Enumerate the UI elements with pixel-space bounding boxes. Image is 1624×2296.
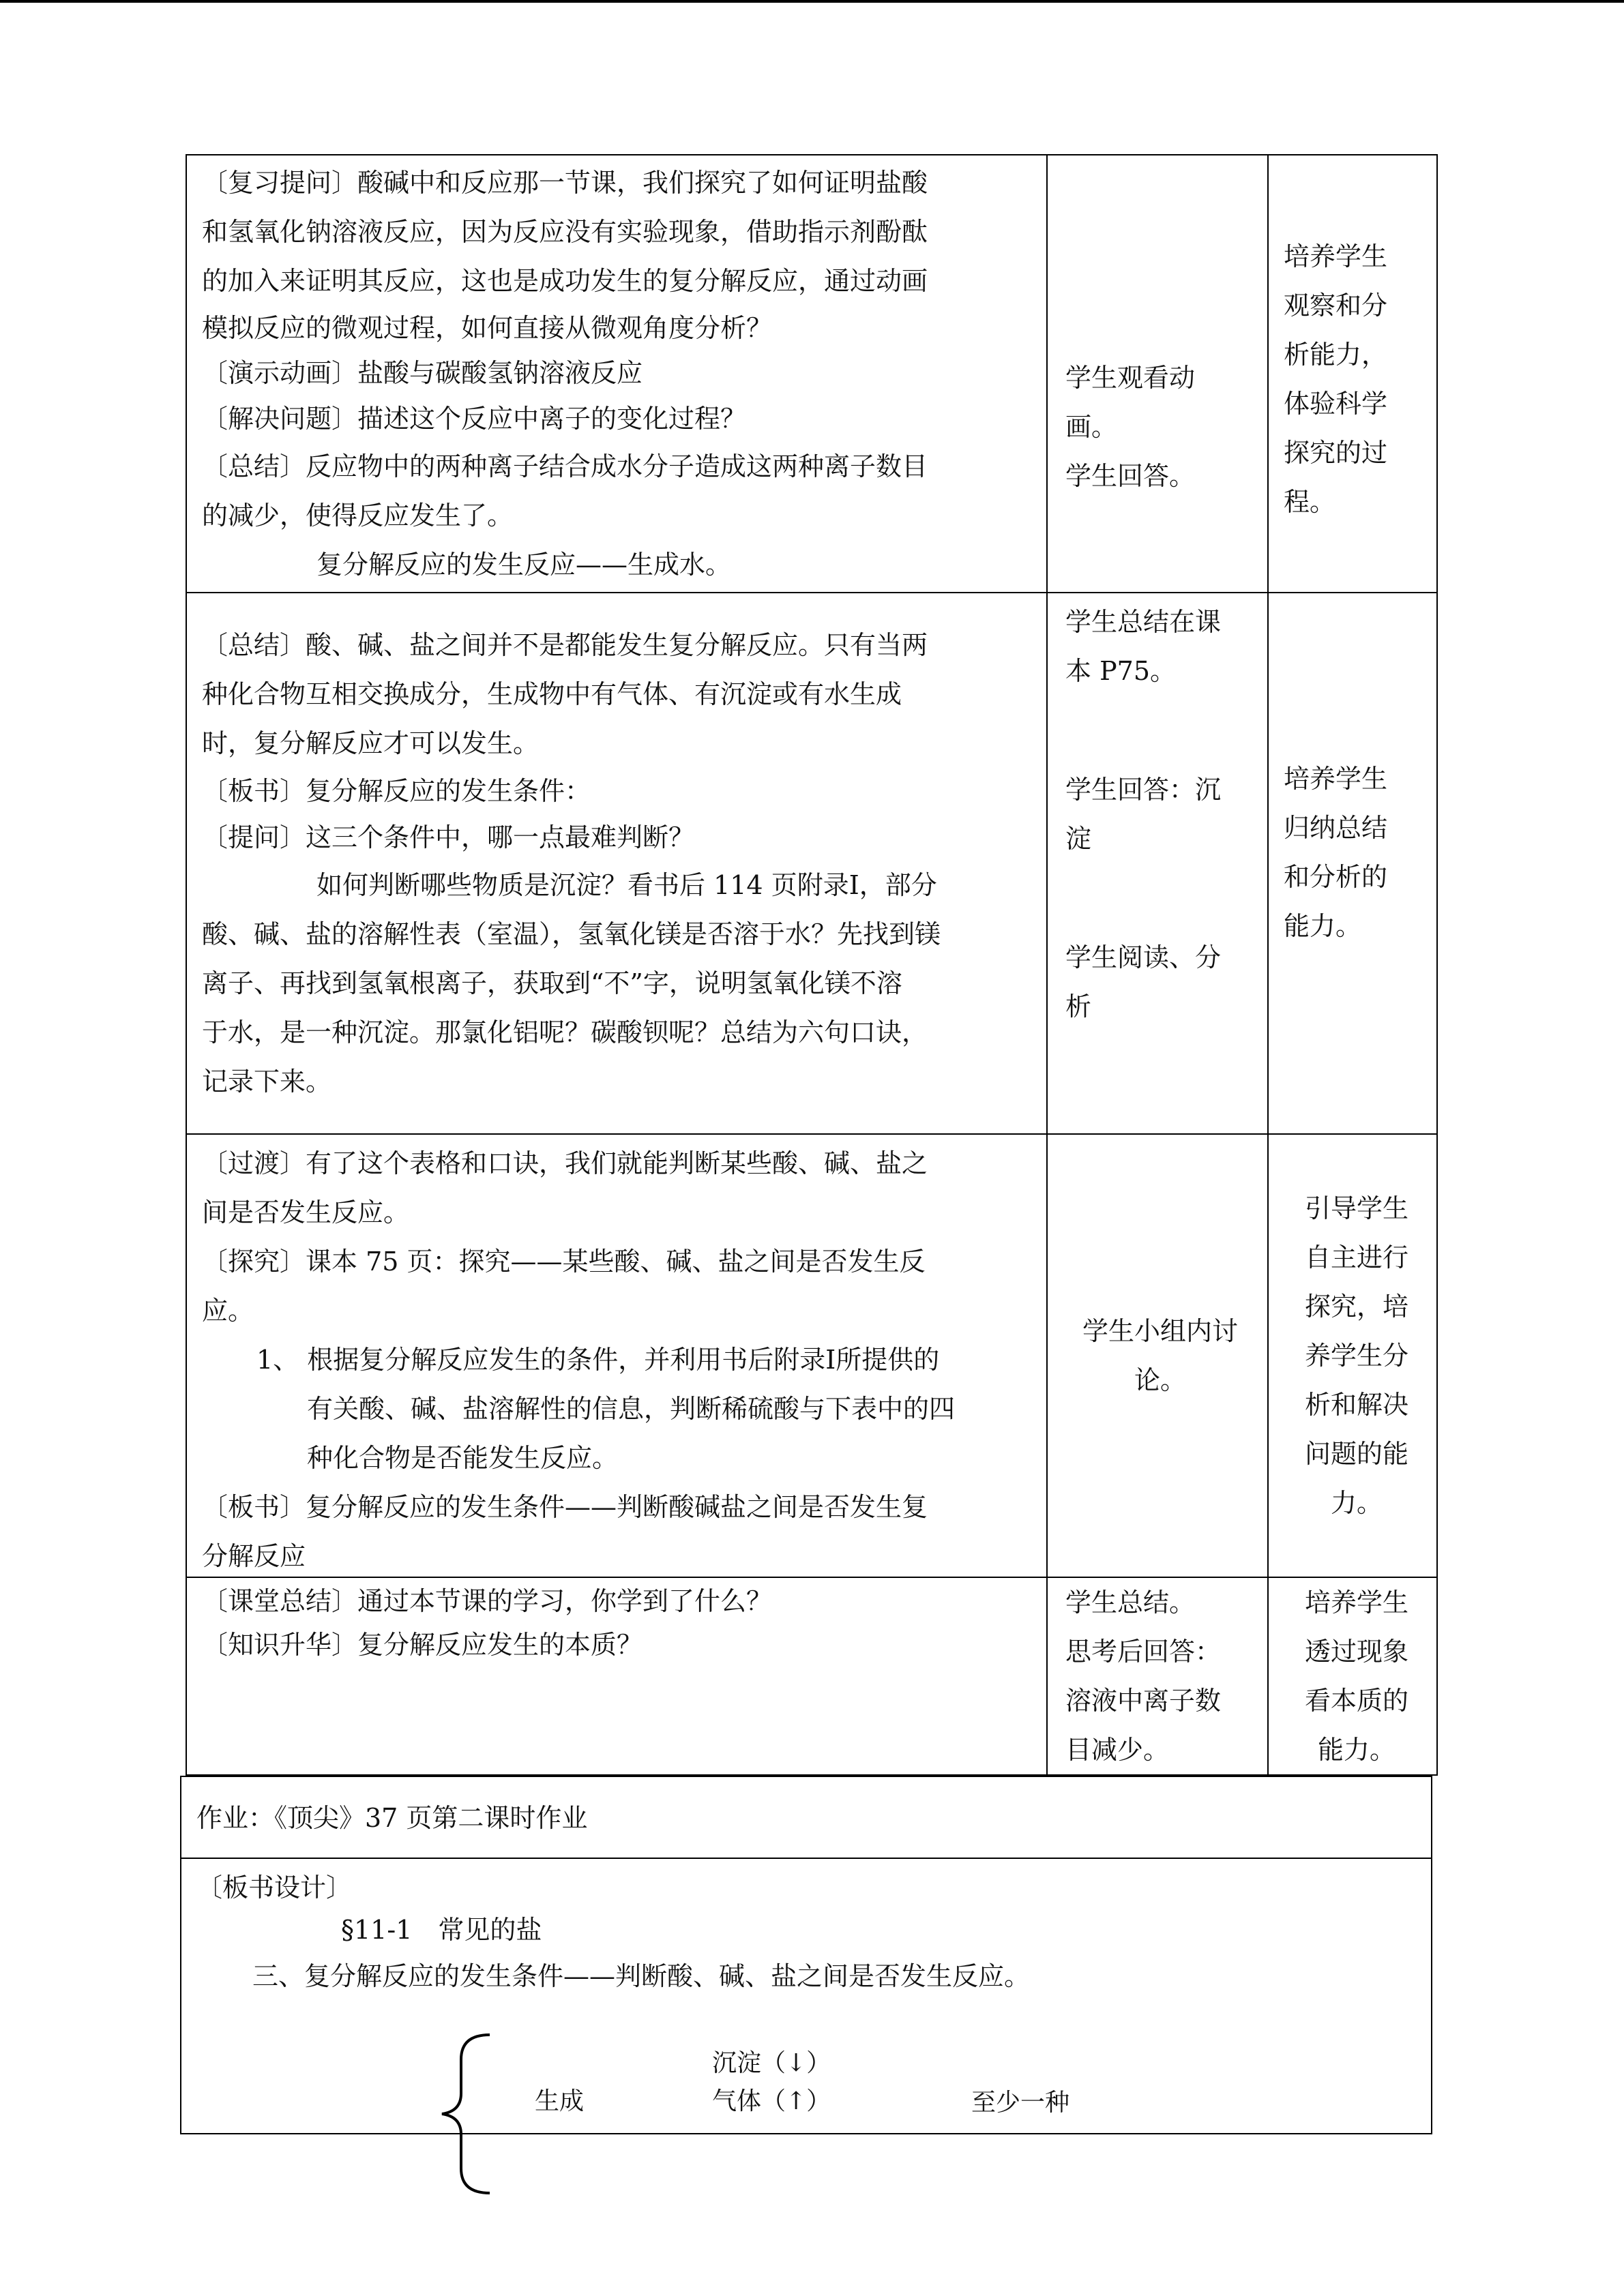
text-line: 1、 根据复分解反应发生的条件，并利用书后附录Ⅰ所提供的	[256, 1345, 940, 1375]
teacher-activity-cell	[187, 1135, 1046, 1577]
table-row	[187, 1578, 1436, 1777]
at-least-one-label: 至少一种	[971, 2089, 1070, 2117]
activity-line: 学生阅读、分	[1065, 942, 1222, 972]
text-line: 的加入来证明其反应，这也是成功发生的复分解反应，通过动画	[202, 266, 928, 296]
activity-line: 论。	[1134, 1365, 1186, 1395]
activity-line: 本 P75。	[1065, 656, 1177, 686]
aim-line: 力。	[1330, 1488, 1383, 1518]
text-line: 〔解决问题〕描述这个反应中离子的变化过程？	[202, 404, 747, 434]
condition-heading: 三、复分解反应的发生条件——判断酸、碱、盐之间是否发生反应。	[252, 1961, 1031, 1991]
aim-line: 看本质的	[1304, 1686, 1408, 1716]
text-line: 有关酸、碱、盐溶解性的信息，判断稀硫酸与下表中的四	[307, 1394, 956, 1424]
text-line: 间是否发生反应。	[202, 1197, 410, 1227]
text-line: 〔复习提问〕酸碱中和反应那一节课，我们探究了如何证明盐酸	[202, 168, 928, 198]
table-row	[187, 1135, 1436, 1578]
text-line: 种化合物是否能发生反应。	[307, 1443, 619, 1473]
text-line: 分解反应	[202, 1541, 306, 1571]
activity-line: 画。	[1065, 412, 1118, 442]
aim-line: 能力。	[1317, 1735, 1396, 1765]
table-row	[187, 155, 1436, 593]
activity-line: 析	[1065, 992, 1092, 1022]
homework-text: 作业：《顶尖》37 页第二课时作业	[196, 1803, 588, 1833]
text-line: 模拟反应的微观过程，如何直接从微观角度分析？	[202, 313, 773, 343]
text-line: 记录下来。	[202, 1067, 332, 1097]
design-intent-cell	[1269, 1135, 1438, 1577]
text-line: 〔课堂总结〕通过本节课的学习，你学到了什么？	[202, 1586, 773, 1616]
aim-line: 培养学生	[1304, 1587, 1408, 1617]
text-line: 于水，是一种沉淀。那氯化铝呢？碳酸钡呢？总结为六句口诀，	[202, 1017, 928, 1047]
activity-line: 思考后回答：	[1065, 1637, 1222, 1667]
text-line: 时，复分解反应才可以发生。	[202, 728, 540, 758]
aim-line: 养学生分	[1304, 1341, 1408, 1371]
aim-line: 问题的能	[1304, 1439, 1408, 1469]
text-line: 〔总结〕反应物中的两种离子结合成水分子造成这两种离子数目	[202, 451, 928, 481]
aim-line: 析和解决	[1304, 1390, 1408, 1420]
text-line: 〔探究〕课本 75 页：探究——某些酸、碱、盐之间是否发生反	[202, 1247, 926, 1277]
text-line: 〔知识升华〕复分解反应发生的本质？	[202, 1630, 643, 1660]
aim-line: 自主进行	[1304, 1242, 1408, 1272]
board-design-box	[180, 1776, 1432, 2134]
text-line: 离子、再找到氢氧根离子，获取到“不”字，说明氢氧化镁不溶	[202, 968, 902, 998]
text-line: 的减少，使得反应发生了。	[202, 501, 514, 531]
aim-line: 程。	[1284, 487, 1336, 517]
precipitate-label: 沉淀（↓）	[712, 2049, 831, 2077]
aim-line: 观察和分	[1284, 290, 1388, 320]
text-line: 和氢氧化钠溶液反应，因为反应没有实验现象，借助指示剂酚酞	[202, 217, 928, 247]
section-heading: §11-1 常见的盐	[341, 1915, 542, 1945]
design-intent-cell	[1269, 1578, 1438, 1777]
lesson-table	[186, 154, 1438, 1776]
aim-line: 体验科学	[1284, 389, 1388, 419]
aim-line: 培养学生	[1284, 764, 1388, 794]
activity-line: 淀	[1065, 824, 1092, 854]
aim-line: 培养学生	[1284, 241, 1388, 271]
aim-line: 透过现象	[1304, 1637, 1408, 1667]
student-activity-cell	[1048, 155, 1267, 592]
activity-line: 溶液中离子数	[1065, 1686, 1222, 1716]
text-line: 〔总结〕酸、碱、盐之间并不是都能发生复分解反应。只有当两	[202, 630, 928, 660]
activity-line: 学生回答。	[1065, 461, 1196, 491]
aim-line: 和分析的	[1284, 862, 1388, 892]
aim-line: 探究，培	[1304, 1292, 1408, 1322]
text-line: 酸、碱、盐的溶解性表（室温），氢氧化镁是否溶于水？先找到镁	[202, 919, 941, 949]
text-line: 应。	[202, 1296, 254, 1326]
student-activity-cell	[1048, 593, 1267, 1133]
activity-line: 学生总结在课	[1065, 607, 1222, 637]
text-line: 〔提问〕这三个条件中，哪一点最难判断？	[202, 822, 695, 852]
teacher-activity-cell	[187, 593, 1046, 1133]
aim-line: 析能力，	[1284, 340, 1388, 370]
text-line: 复分解反应的发生反应——生成水。	[316, 550, 732, 580]
text-line: 〔过渡〕有了这个表格和口诀，我们就能判断某些酸、碱、盐之	[202, 1148, 928, 1178]
gas-label: 气体（↑）	[712, 2087, 831, 2115]
activity-line: 学生回答：沉	[1065, 775, 1222, 805]
top-border-line	[0, 0, 1624, 3]
generate-label: 生成	[535, 2087, 585, 2115]
activity-line: 目减少。	[1065, 1735, 1170, 1765]
text-line: 〔板书〕复分解反应的发生条件——判断酸碱盐之间是否发生复	[202, 1492, 928, 1522]
text-line: 〔演示动画〕盐酸与碳酸氢钠溶液反应	[202, 358, 643, 388]
aim-line: 探究的过	[1284, 438, 1388, 468]
student-activity-cell	[1048, 1135, 1267, 1577]
curly-brace-icon	[437, 2032, 498, 2196]
design-intent-cell	[1269, 155, 1438, 592]
design-intent-cell	[1269, 593, 1438, 1133]
aim-line: 引导学生	[1304, 1193, 1408, 1223]
activity-line: 学生总结。	[1065, 1587, 1196, 1617]
teacher-activity-cell	[187, 155, 1046, 592]
text-line: 种化合物互相交换成分，生成物中有气体、有沉淀或有水生成	[202, 679, 902, 709]
activity-line: 学生小组内讨	[1082, 1316, 1238, 1346]
text-line: 〔板书〕复分解反应的发生条件：	[202, 776, 591, 806]
text-line: 如何判断哪些物质是沉淀？看书后 114 页附录Ⅰ，部分	[316, 870, 937, 900]
student-activity-cell	[1048, 1578, 1267, 1777]
table-row	[187, 593, 1436, 1135]
teacher-activity-cell	[187, 1578, 1046, 1777]
board-design-title: 〔板书设计〕	[196, 1873, 353, 1903]
aim-line: 能力。	[1284, 911, 1362, 941]
aim-line: 归纳总结	[1284, 813, 1388, 843]
homework-row	[181, 1777, 1431, 1859]
activity-line: 学生观看动	[1065, 363, 1196, 393]
